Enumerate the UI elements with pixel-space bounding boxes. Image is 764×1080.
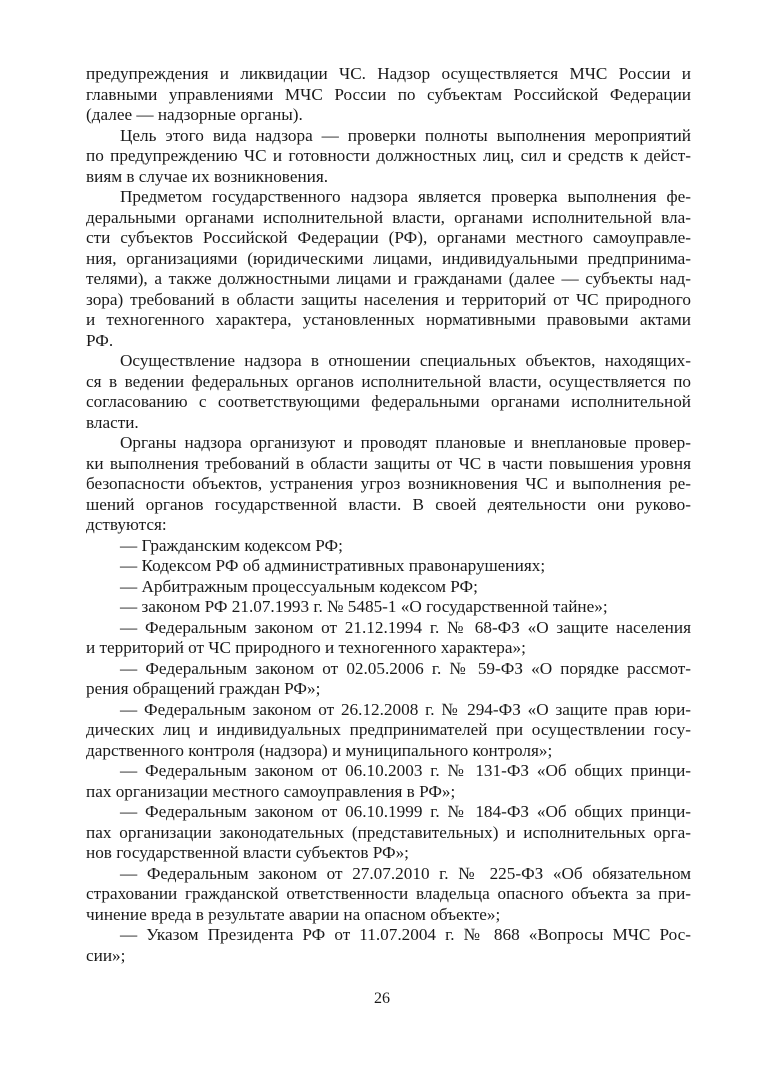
text-line: — Указом Президента РФ от 11.07.2004 г. № 868 «Вопросы МЧС Рос- (120, 925, 691, 944)
text-line: предупреждения и ликвидации ЧС. Надзор осуществляется МЧС России и (86, 64, 691, 83)
text-line: — Федеральным законом от 06.10.2003 г. № 131-ФЗ «Об общих принци- (120, 761, 691, 780)
text-line: согласованию с соответствующими федеральными органами исполнительной (86, 392, 691, 411)
text-line: нов государственной власти субъектов РФ»; (86, 843, 409, 862)
text-line: — Федеральным законом от 26.12.2008 г. № 294-ФЗ «О защите прав юри- (120, 699, 691, 719)
text-line: ки выполнения требований в области защиты от ЧС в части повышения уровня (86, 453, 691, 473)
text-line: ния, организациями (юридическими лицами, индивидуальными предпринима- (86, 248, 691, 268)
text-line: и территорий от ЧС природного и техногенного характера»; (86, 638, 526, 657)
text-line: пах организации законодательных (представительных) и исполнительных орга- (86, 822, 691, 842)
text-line: ся в ведении федеральных органов исполнительной власти, осуществляется по (86, 371, 691, 391)
page-body (86, 64, 691, 966)
text-line: — Арбитражным процессуальным кодексом РФ; (120, 576, 478, 596)
text-line: шений органов государственной власти. В своей деятельности они руково- (86, 494, 691, 514)
text-line: сти субъектов Российской Федерации (РФ), органами местного самоуправле- (86, 228, 691, 247)
text-line: пах организации местного самоуправления в РФ»; (86, 781, 456, 801)
text-line: дствуются: (86, 515, 167, 534)
text-line: — Федеральным законом от 21.12.1994 г. № 68-ФЗ «О защите населения (120, 617, 691, 637)
text-line: — Федеральным законом от 02.05.2006 г. № 59-ФЗ «О порядке рассмот- (120, 658, 691, 678)
text-line: РФ. (86, 330, 114, 350)
text-line: власти. (86, 412, 139, 432)
text-line: — Федеральным законом от 06.10.1999 г. № 184-ФЗ «Об общих принци- (120, 802, 691, 821)
text-line: телями), а также должностными лицами и гражданами (далее — субъекты над- (86, 269, 691, 288)
text-line: сии»; (86, 945, 126, 965)
text-line: рения обращений граждан РФ»; (86, 679, 321, 698)
page-number: 26 (374, 990, 390, 1007)
text-line: — Кодексом РФ об административных правонарушениях; (120, 556, 546, 575)
text-line: — законом РФ 21.07.1993 г. № 5485-1 «О государственной тайне»; (120, 597, 608, 616)
text-line: страховании гражданской ответственности владельца опасного объекта за при- (86, 884, 691, 903)
text-line: Органы надзора организуют и проводят плановые и внеплановые провер- (120, 433, 691, 452)
text-line: главными управлениями МЧС России по субъектам Российской Федерации (86, 84, 691, 104)
text-line: деральными органами исполнительной власти, органами исполнительной вла- (86, 207, 691, 227)
text-line: (далее — надзорные органы). (86, 105, 303, 124)
text-line: виям в случае их возникновения. (86, 166, 329, 186)
text-line: — Федеральным законом от 27.07.2010 г. № 225-ФЗ «Об обязательном (120, 863, 691, 883)
text-line: по предупреждению ЧС и готовности должностных лиц, сил и средств к дейст- (86, 146, 691, 165)
text-line: и техногенного характера, установленных нормативными правовыми актами (86, 310, 691, 329)
text-line: дических лиц и индивидуальных предпринимателей при осуществлении госу- (86, 720, 691, 739)
text-line: зора) требований в области защиты населения и территорий от ЧС природного (86, 289, 691, 309)
text-line: Цель этого вида надзора — проверки полноты выполнения мероприятий (120, 125, 691, 145)
text-line: безопасности объектов, устранения угроз возникновения ЧС и выполнения ре- (86, 474, 691, 493)
text-line: Предметом государственного надзора является проверка выполнения фе- (120, 187, 691, 206)
text-line: чинение вреда в результате аварии на опасном объекте»; (86, 904, 501, 924)
text-line: — Гражданским кодексом РФ; (120, 535, 343, 555)
text-line: дарственного контроля (надзора) и муниципального контроля»; (86, 740, 553, 760)
text-line: Осуществление надзора в отношении специальных объектов, находящих- (120, 351, 691, 370)
